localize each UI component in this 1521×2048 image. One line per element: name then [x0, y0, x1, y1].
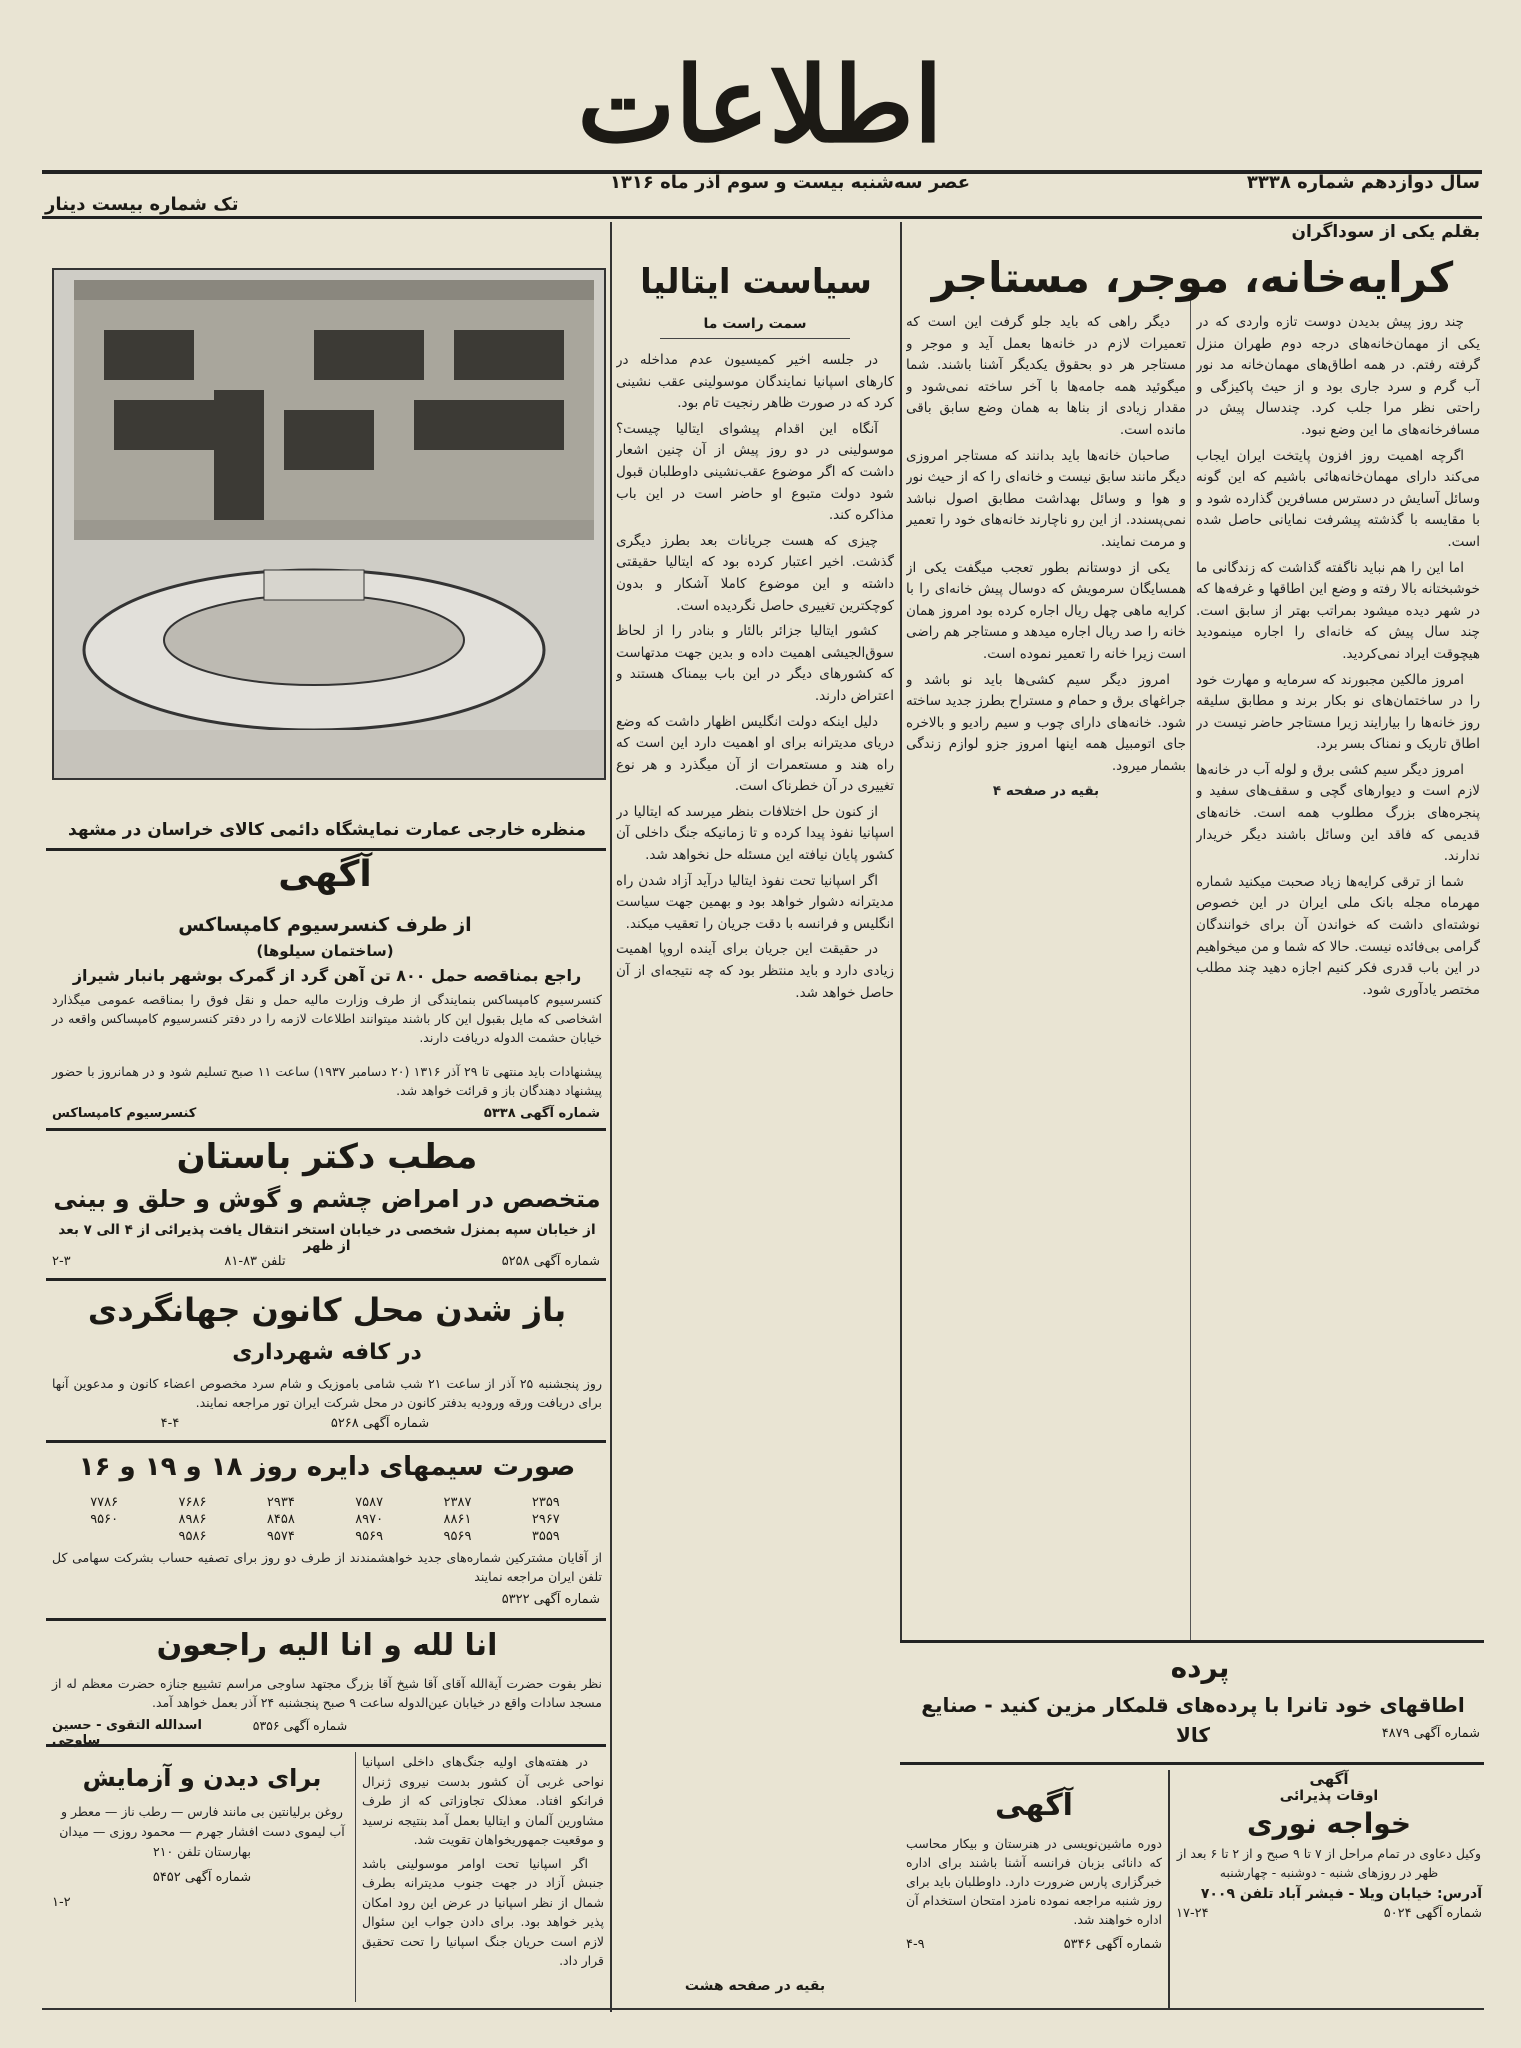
masthead-title: اطلاعات — [577, 43, 943, 166]
section-rule — [900, 1762, 1484, 1765]
school-body: دوره ماشین‌نویسی در هنرستان و بیکار محاسب که دانائی بزبان فرانسه آشنا باشند برای اداره خبرگزاری پارس ضرورت دارد. داوطلبان باید برای روز شنبه مراجعه نموده نامزد امتحان استخدام آن اداره خواهند شد. — [906, 1836, 1162, 1927]
section-rule — [46, 1618, 606, 1621]
photo-caption: منظره خارجی عمارت نمایشگاه دائمی کالای خراسان در مشهد — [68, 820, 586, 840]
article-paragraph: امروز دیگر سیم کشی‌ها باید نو باشد و جراغهای برق و حمام و مستراح بطرز جدید ساخته شود. خانه‌های دارای چوب و سیم رادیو و بالاخره جای اتومبیل همه اینها امروز جزو لوازم زندگی بشمار میرود. — [906, 671, 1186, 774]
continued-note: بقیه در صفحه ۴ — [992, 783, 1100, 800]
obituary-number: شماره آگهی ۵۳۵۶ — [252, 1718, 348, 1733]
products-body: روغن برلیانتین بی مانند فارس — رطب ناز — معطر و آب لیموی دست افشار جهرم — محمود روزی — میدان بهارستان تلفن ۲۱۰ — [59, 1804, 345, 1859]
clinic-code: ۲-۳ — [52, 1254, 71, 1269]
column-rule — [1168, 1770, 1170, 2010]
lawyer-label: آگهی — [1309, 1770, 1349, 1788]
products-code: ۱-۲ — [52, 1895, 71, 1910]
ad-subject: راجع بمناقصه حمل ۸۰۰ تن آهن گرد از گمرک بوشهر بانبار شیراز — [72, 966, 582, 985]
lawyer-address: آدرس: خیابان ویلا - فیشر آباد تلفن ۷۰۰۹ — [1200, 1886, 1482, 1902]
table-cell: ۸۹۸۶ — [178, 1512, 207, 1527]
club-code: ۴-۴ — [160, 1416, 180, 1431]
table-cell: ۷۶۸۶ — [178, 1495, 207, 1510]
table-cell: ۹۵۶۰ — [90, 1512, 119, 1527]
lawyer-number: شماره آگهی ۵۰۲۴ — [1383, 1906, 1482, 1921]
section-rule — [46, 848, 606, 851]
section-rule — [46, 1128, 606, 1131]
table-cell: ۲۳۵۹ — [531, 1495, 560, 1510]
continued-note: بقیه در صفحه هشت — [684, 1978, 826, 1994]
numbers-title: صورت سیمهای دایره روز ۱۸ و ۱۹ و ۱۶ — [78, 1452, 576, 1482]
table-row — [60, 1511, 590, 1528]
ad-from: از طرف کنسرسیوم کامپساکس — [178, 914, 472, 936]
table-row — [60, 1494, 590, 1511]
table-cell: ۳۵۵۹ — [531, 1529, 560, 1544]
table-cell: ۹۵۶۹ — [355, 1529, 384, 1544]
subhead-rule — [660, 338, 850, 339]
clinic-number: شماره آگهی ۵۲۵۸ — [501, 1254, 600, 1269]
obituary-signature: اسدالله التقوی - حسین ساوجی — [52, 1718, 202, 1748]
school-ad — [906, 1770, 1162, 2005]
article-paragraph: شما از ترقی کرایه‌ها زیاد صحبت میکنید شماره مهرماه مجله بانک ملی ایران در این خصوص نوشته‌ای داشت که خواندن آن برای خوانندگان گرامی بی‌فائده نیست. حالا که شما و من میخواهیم در این باب قدری فکر کنیم اجازه دهید چند مطلب مختصر یادآوری شود. — [1196, 873, 1480, 998]
table-cell: ۸۹۷۰ — [355, 1512, 384, 1527]
exhibition-photo — [52, 268, 606, 780]
table-cell: ۸۸۶۱ — [443, 1512, 472, 1527]
lawyer-ad — [1176, 1770, 1482, 2005]
column-rule — [900, 222, 902, 1642]
article-paragraph: آنگاه این اقدام پیشوای ایتالیا چیست؟ موسولینی در دو روز پیش از آن چنین اشعار داشت که اگر موضوع عقب‌نشینی داوطلبان قبول شود دولت متبوع او حاضر است در این باب مذاکره کند. — [616, 420, 894, 524]
article-paragraph: امروز دیگر سیم کشی برق و لوله آب در خانه‌ها لازم است و دیوارهای گچی و سقف‌های سفید و پنجره‌های بزرگ مطلوب همه است. خانه‌های قدیمی که فاقد این وسائل باشند دیگر خریدار ندارند. — [1196, 761, 1480, 865]
products-number: شماره آگهی ۵۴۵۲ — [152, 1870, 252, 1885]
column-rule — [1190, 300, 1191, 1640]
section-rule — [900, 1640, 1484, 1643]
section-rule — [46, 1744, 606, 1747]
lawyer-footer — [1176, 1906, 1482, 1921]
article-kicker: بقلم یکی از سوداگران — [1291, 222, 1480, 242]
article-column — [906, 312, 1186, 1622]
clinic-phone: تلفن ۸۳-۸۱ — [224, 1254, 286, 1269]
article-paragraph: دلیل اینکه دولت انگلیس اظهار داشت که وضع دریای مدیترانه برای او اهمیت دارد این است که راه هند و مستعمرات از آن میگذرد و هر نوع تغییری در آن خطرناک است. — [616, 713, 894, 795]
article-paragraph: چند روز پیش بدیدن دوست تازه واردی که در یکی از مهمان‌خانه‌های درجه دوم طهران منزل گرفته رفتم. در همه اطاق‌های مهمان‌خانه مد نور آب گرم و سرد جاری بود و از حیث پاکیزگی و راحتی نظر مرا جلب کرد. چندسال پیش در مسافرخانه‌های ما این وضع نبود. — [1196, 314, 1480, 438]
ad-body: کنسرسیوم کامپساکس بنمایندگی از طرف وزارت مالیه حمل و نقل فوق را بمناقصه عمومی میگذارد اشخاصی که مایل بقبول این کار باشند میتوانند اطلاعات لازمه را در دفتر کنسرسیوم کامپساکس واقعه در خیابان حشمت الدوله دریافت دارند. — [52, 992, 602, 1045]
article-paragraph: چیزی که هست جریانات بعد بطرز دیگری گذشت. اخیر اعتبار کرده بود که ایتالیا حقیقتی داشته و این موضوع کاملا آشکار و بدون کوچکترین تغییری حاصل نگردیده است. — [616, 532, 894, 614]
issue-date: عصر سه‌شنبه بیست و سوم آذر ماه ۱۳۱۶ — [609, 172, 971, 193]
curtain-number: شماره آگهی ۴۸۷۹ — [1381, 1726, 1480, 1741]
school-number: شماره آگهی ۵۳۴۶ — [1063, 1937, 1162, 1952]
column-rule — [610, 222, 612, 2012]
ad-title: آگهی — [278, 854, 372, 895]
numbers-note: از آقایان مشترکین شماره‌های جدید خواهشمندند از طرف دو روز برای تصفیه حساب بشرکت سهامی کل تلفن ایران مراجعه نمایند — [52, 1550, 602, 1584]
article-paragraph: امروز مالکین مجبورند که سرمایه و مهارت خود را در ساختمان‌های نو بکار برند و مطابق سلیقه روز خانه‌ها را بیارایند زیرا مستاجر حاضر نیست در اطاق تاریک و نمناک بسر برد. — [1196, 671, 1480, 753]
article-paragraph: در هفته‌های اولیه جنگ‌های داخلی اسپانیا نواحی غربی آن کشور بدست نیروی ژنرال فرانکو افتاد. معذلک تجاوزاتی که از طرف مشاورین آلمان و ایتالیا بعمل آمد بنتیجه نرسید و موقعیت جمهوریخواهان تقویت شد. — [362, 1754, 604, 1847]
club-body: روز پنجشنبه ۲۵ آذر از ساعت ۲۱ شب شامی باموزیک و شام سرد مخصوص اعضاء کانون و مدعوین آنها برای دریافت ورقه ورودیه بدفتر کانون در محل شرکت ایران تور مراجعه نمایند. — [52, 1376, 602, 1410]
lawyer-hours: اوقات پذیرائی — [1279, 1788, 1379, 1804]
obituary-body: نظر بفوت حضرت آیة‌الله آقای آقا شیخ آقا بزرگ مجتهد ساوجی مراسم تشییع جنازه حضرت معظم له از مسجد سادات واقع در خیابان عین‌الدوله ساعت ۹ صبح پنجشنبه ۲۴ آذر بعمل خواهد آمد. — [52, 1676, 602, 1710]
club-title: باز شدن محل کانون جهانگردی — [87, 1291, 567, 1329]
school-footer — [906, 1937, 1162, 1952]
article-subhead: سمت راست ما — [703, 316, 807, 332]
section-rule — [46, 1278, 606, 1281]
obituary-title: انا لله و انا الیه راجعون — [156, 1628, 498, 1663]
column-rule — [355, 1752, 356, 2002]
clinic-address: از خیابان سپه بمنزل شخصی در خیابان استخر انتقال یافت پذیرائی از ۴ الی ۷ بعد از ظهر — [58, 1222, 596, 1254]
dateline-rule — [42, 216, 1482, 219]
table-cell: ۹۵۸۶ — [178, 1529, 207, 1544]
numbers-table — [60, 1494, 590, 1545]
article-column — [616, 350, 894, 1640]
article-headline: کرایه‌خانه، موجر، مستاجر — [931, 253, 1454, 302]
club-subtitle: در کافه شهرداری — [232, 1340, 422, 1365]
school-title: آگهی — [995, 1788, 1073, 1823]
issue-price: تک شماره بیست دینار — [45, 194, 239, 215]
table-cell — [60, 1528, 148, 1545]
ad-footer-name: کنسرسیوم کامپساکس — [52, 1106, 197, 1121]
article-column — [1196, 312, 1480, 1622]
article-paragraph: اما این را هم نباید ناگفته گذاشت که زندگانی ما خوشبختانه بالا رفته و وضع این اطاقها و غرفه‌ها که در شهر دیده میشود بمراتب بهتر از سابق است. چند سال پیش که خانه‌ای را اجاره مینمودید هیچوقت ایراد نمی‌کردید. — [1196, 559, 1480, 662]
ad-deadline: پیشنهادات باید منتهی تا ۲۹ آذر ۱۳۱۶ (۲۰ دسامبر ۱۹۳۷) ساعت ۱۱ صبح تسلیم شود و در همانروز با حضور پیشنهاد دهندگان باز و قرائت خواهد شد. — [52, 1064, 602, 1098]
curtain-body: اطاقهای خود تانرا با پرده‌های قلمکار مزین کنید - صنایع کالا — [921, 1693, 1465, 1747]
article-paragraph: اگرچه اهمیت روز افزون پایتخت ایران ایجاب می‌کند دارای مهمان‌خانه‌هائی باشیم که این گونه وسائل آسایش در دسترس مسافرین گذارده شود و با مقایسه با گذشته پیشرفت نمایانی حاصل شده است. — [1196, 447, 1480, 550]
lawyer-name: خواجه نوری — [1246, 1807, 1412, 1840]
article-paragraph: در جلسه اخیر کمیسیون عدم مداخله در کارهای اسپانیا نمایندگان موسولینی عقب نشینی کرد که در صورت ظاهر رنجیت تام بود. — [616, 352, 894, 412]
products-ad — [52, 1752, 352, 2000]
lawyer-code: ۱۷-۲۴ — [1176, 1906, 1209, 1921]
clinic-specialty: متخصص در امراض چشم و گوش و حلق و بینی — [53, 1185, 601, 1213]
table-cell: ۷۷۸۶ — [90, 1495, 119, 1510]
bottom-rule — [42, 2008, 1484, 2010]
school-code: ۴-۹ — [906, 1937, 925, 1952]
table-cell: ۹۵۷۴ — [266, 1529, 295, 1544]
table-cell: ۲۹۶۷ — [531, 1512, 560, 1527]
table-cell: ۲۹۳۴ — [266, 1495, 295, 1510]
section-rule — [46, 1440, 606, 1443]
table-cell: ۷۵۸۷ — [355, 1495, 384, 1510]
table-row — [60, 1528, 590, 1545]
article-paragraph: دیگر راهی که باید جلو گرفت این است که تعمیرات لازم در خانه‌ها بعمل آید و موجر و مستاجر هر دو بحقوق یکدیگر آشنا باشند. شما میگوئید همه جامه‌ها با آخر ساخته نمی‌شود و مقدار زیادی از بناها به همان وضع سابق باقی مانده است. — [906, 314, 1186, 438]
table-cell: ۲۳۸۷ — [443, 1495, 472, 1510]
table-cell: ۸۴۵۸ — [266, 1512, 295, 1527]
club-number: شماره آگهی ۵۲۶۸ — [330, 1416, 430, 1431]
clinic-title: مطب دکتر باستان — [176, 1137, 478, 1177]
article-paragraph: از کنون حل اختلافات بنظر میرسد که ایتالیا در اسپانیا نفوذ پیدا کرده و تا زمانیکه جنگ داخلی آن کشور پایان نیافته این مسئله حل نخواهد شد. — [616, 803, 894, 864]
article-paragraph: اگر اسپانیا تحت نفوذ ایتالیا درآید آزاد شدن راه مدیترانه دشوار خواهد بود و بهمین جهت سیاست انگلیس و فرانسه با دقت جریان را تعقیب میکند. — [616, 872, 894, 932]
article-paragraph: اگر اسپانیا تحت اوامر موسولینی باشد جنبش آزاد در جهت جنوب مدیترانه بطرف شمال از نظر اسپانیا در عرض این رود امکان پذیر خواهد بود. برای دادن جواب این سئوال لازم است حریان جنگ اسپانیا را تحت تحقیق قرار داد. — [362, 1855, 604, 1968]
article-headline: سیاست ایتالیا — [640, 262, 872, 302]
products-title: برای دیدن و آزمایش — [82, 1764, 322, 1792]
article-paragraph: در حقیقت این جریان برای آینده اروپا اهمیت زیادی دارد و باید منتظر بود که چه نتیجه‌ای از آن حاصل خواهد شد. — [616, 941, 894, 1001]
issue-number: سال دوازدهم شماره ۳۳۳۸ — [1246, 172, 1480, 193]
building-illustration — [54, 270, 604, 778]
ad-dept: (ساختمان سیلوها) — [256, 942, 394, 960]
lawyer-body: وکیل دعاوی در تمام مراحل از ۷ تا ۹ صبح و از ۲ تا ۶ بعد از ظهر در روزهای شنبه - دوشنبه - چهارشنبه — [1176, 1846, 1482, 1880]
mid-article-column — [362, 1752, 604, 1997]
article-paragraph: کشور ایتالیا جزائر بالئار و بنادر را از لحاظ سوق‌الجیشی اهمیت داده و بدین جهت مدتهاست که کشورهای دیگر در این باب بیمناک هستند و اعتراض دارند. — [616, 623, 894, 704]
numbers-ad-number: شماره آگهی ۵۳۲۲ — [501, 1592, 600, 1607]
curtain-title: پرده — [1170, 1651, 1230, 1684]
article-paragraph: صاحبان خانه‌ها باید بدانند که مستاجر امروزی دیگر مانند سابق نیست و خانه‌ای را که از حیث نور و هوا و وسائل بهداشت مطابق اصول نباشد نمی‌پسندد. از این رو ناچارند خانه‌های خود را تعمیر و مرمت نمایند. — [906, 447, 1186, 550]
article-paragraph: یکی از دوستانم بطور تعجب میگفت یکی از همسایگان سرمویش که دوسال پیش خانه‌ای را با کرایه ماهی چهل ریال اجاره کرده بود امروز همان خانه را صد ریال اجاره میدهد و مستاجر هم راضی است زیرا خانه را تعمیر نموده است. — [906, 559, 1186, 662]
ad-footer-number: شماره آگهی ۵۳۳۸ — [483, 1106, 600, 1121]
table-cell: ۹۵۶۹ — [443, 1529, 472, 1544]
